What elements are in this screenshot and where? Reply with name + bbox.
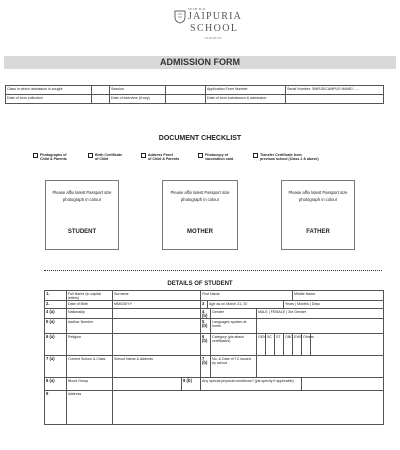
school-crest-icon bbox=[174, 10, 186, 24]
languages-field[interactable] bbox=[257, 319, 384, 334]
physical-conditions-field[interactable] bbox=[302, 378, 384, 391]
photo-role-label: FATHER bbox=[306, 229, 330, 235]
row-number: 4 (a) bbox=[45, 309, 67, 319]
row-number: 7 (a) bbox=[45, 356, 67, 378]
checkbox[interactable] bbox=[141, 153, 146, 158]
category-option-st[interactable]: ST bbox=[275, 334, 284, 356]
current-school-label: Current School & Class bbox=[67, 356, 113, 378]
category-option-ews[interactable]: EWS bbox=[293, 334, 302, 356]
app-form-number-label: Application Form Number bbox=[206, 86, 286, 95]
class-sought-label: Class in which admission is sought bbox=[6, 86, 92, 95]
category-option-obc[interactable]: OBC bbox=[284, 334, 293, 356]
full-name-label: Full Name (in capital letters) bbox=[67, 291, 113, 301]
aadhar-label: Aadhar Number bbox=[67, 319, 113, 334]
row-number: 7 (b) bbox=[201, 356, 211, 378]
class-sought-field[interactable] bbox=[92, 86, 110, 95]
blood-group-label: Blood Group bbox=[67, 378, 113, 391]
row-number: 5 (b) bbox=[201, 319, 211, 334]
photo-role-label: MOTHER bbox=[187, 229, 213, 235]
row-number: 4 (b) bbox=[201, 309, 211, 319]
aadhar-field[interactable] bbox=[113, 319, 201, 334]
middle-name-field[interactable]: Middle Name bbox=[293, 291, 384, 301]
logo-city: JODHPUR bbox=[204, 36, 223, 40]
category-option-sc[interactable]: SC bbox=[266, 334, 275, 356]
date-collection-field[interactable] bbox=[92, 95, 110, 104]
logo-school: SCHOOL bbox=[190, 23, 239, 34]
logo-jaipuria: JAIPURIA bbox=[188, 11, 243, 22]
languages-label: Languages spoken at home bbox=[211, 319, 257, 334]
photo-instruction: Please affix latest Passport size photograph in colour bbox=[170, 190, 230, 202]
first-name-field[interactable]: First Name bbox=[201, 291, 293, 301]
gender-label: Gender bbox=[211, 309, 257, 319]
date-submission-label: Date of form submission & admission bbox=[206, 95, 286, 104]
photo-box-mother[interactable] bbox=[162, 180, 238, 250]
photo-role-label: STUDENT bbox=[67, 229, 97, 235]
logo-small-text: SETH M.R. bbox=[188, 7, 207, 11]
dotted-separator bbox=[44, 270, 382, 271]
row-number: 3 bbox=[201, 301, 208, 309]
current-school-field[interactable]: School Name & Address bbox=[113, 356, 201, 378]
date-submission-field[interactable] bbox=[286, 95, 384, 104]
surname-field[interactable]: Surname bbox=[113, 291, 201, 301]
category-option-gen[interactable]: GEN bbox=[257, 334, 266, 356]
session-label: Session bbox=[110, 86, 166, 95]
row-number: 9 bbox=[45, 391, 67, 425]
photo-box-father[interactable] bbox=[281, 180, 355, 250]
row-number: 8 (a) bbox=[45, 378, 67, 391]
age-field[interactable]: Years | Months | Days bbox=[284, 301, 384, 309]
row-number: 8 (b) bbox=[182, 378, 201, 391]
religion-label: Religion bbox=[67, 334, 113, 356]
photo-box-student[interactable] bbox=[45, 180, 119, 250]
row-number: 6 (b) bbox=[201, 334, 211, 356]
dob-label: Date of Birth bbox=[67, 301, 113, 309]
dob-field[interactable]: MM/DD/YY bbox=[113, 301, 201, 309]
date-interview-field[interactable] bbox=[166, 95, 206, 104]
checkbox[interactable] bbox=[253, 153, 258, 158]
tc-field[interactable] bbox=[257, 356, 384, 378]
category-label: Category (pls attach certificates) bbox=[211, 334, 257, 356]
nationality-label: Nationality bbox=[67, 309, 113, 319]
blood-group-field[interactable] bbox=[113, 378, 182, 391]
category-extra-field[interactable] bbox=[311, 334, 384, 356]
physical-conditions-label: Any special physical conditions? (pls specify if applicable) bbox=[201, 378, 302, 391]
tc-label: No. & Date of TC issued by school bbox=[211, 356, 257, 378]
form-title: ADMISSION FORM bbox=[160, 57, 240, 67]
document-checklist-title: DOCUMENT CHECKLIST bbox=[158, 135, 242, 142]
address-label: Address bbox=[67, 391, 113, 425]
row-number: 6 (a) bbox=[45, 334, 67, 356]
details-of-student-title: DETAILS OF STUDENT bbox=[167, 281, 233, 287]
admin-info-table bbox=[5, 85, 384, 104]
religion-field[interactable] bbox=[113, 334, 201, 356]
row-number: 1. bbox=[45, 291, 67, 301]
checkbox[interactable] bbox=[88, 153, 93, 158]
category-option-others[interactable]: Others bbox=[302, 334, 311, 356]
photo-instruction: Please affix latest Passport size photograph in colour bbox=[52, 190, 112, 202]
school-logo bbox=[150, 4, 250, 44]
address-field[interactable] bbox=[113, 391, 384, 425]
app-form-number-field[interactable]: Serial Number: SMRJS/CAMPUS NAME/...... bbox=[286, 86, 384, 95]
student-details-table bbox=[44, 290, 384, 425]
nationality-field[interactable] bbox=[113, 309, 201, 319]
checkbox[interactable] bbox=[198, 153, 203, 158]
gender-field[interactable]: MALE | FEMALE | 3rd Gender bbox=[257, 309, 384, 319]
date-collection-label: Date of form collection bbox=[6, 95, 92, 104]
row-number: 5 (a) bbox=[45, 319, 67, 334]
age-label: Age as on March 31, 20 bbox=[208, 301, 284, 309]
row-number: 2. bbox=[45, 301, 67, 309]
form-title-banner bbox=[4, 56, 396, 69]
photo-instruction: Please affix latest Passport size photograph in colour bbox=[288, 190, 348, 202]
session-field[interactable] bbox=[166, 86, 206, 95]
checkbox[interactable] bbox=[33, 153, 38, 158]
date-interview-label: Date of interview (if any) bbox=[110, 95, 166, 104]
